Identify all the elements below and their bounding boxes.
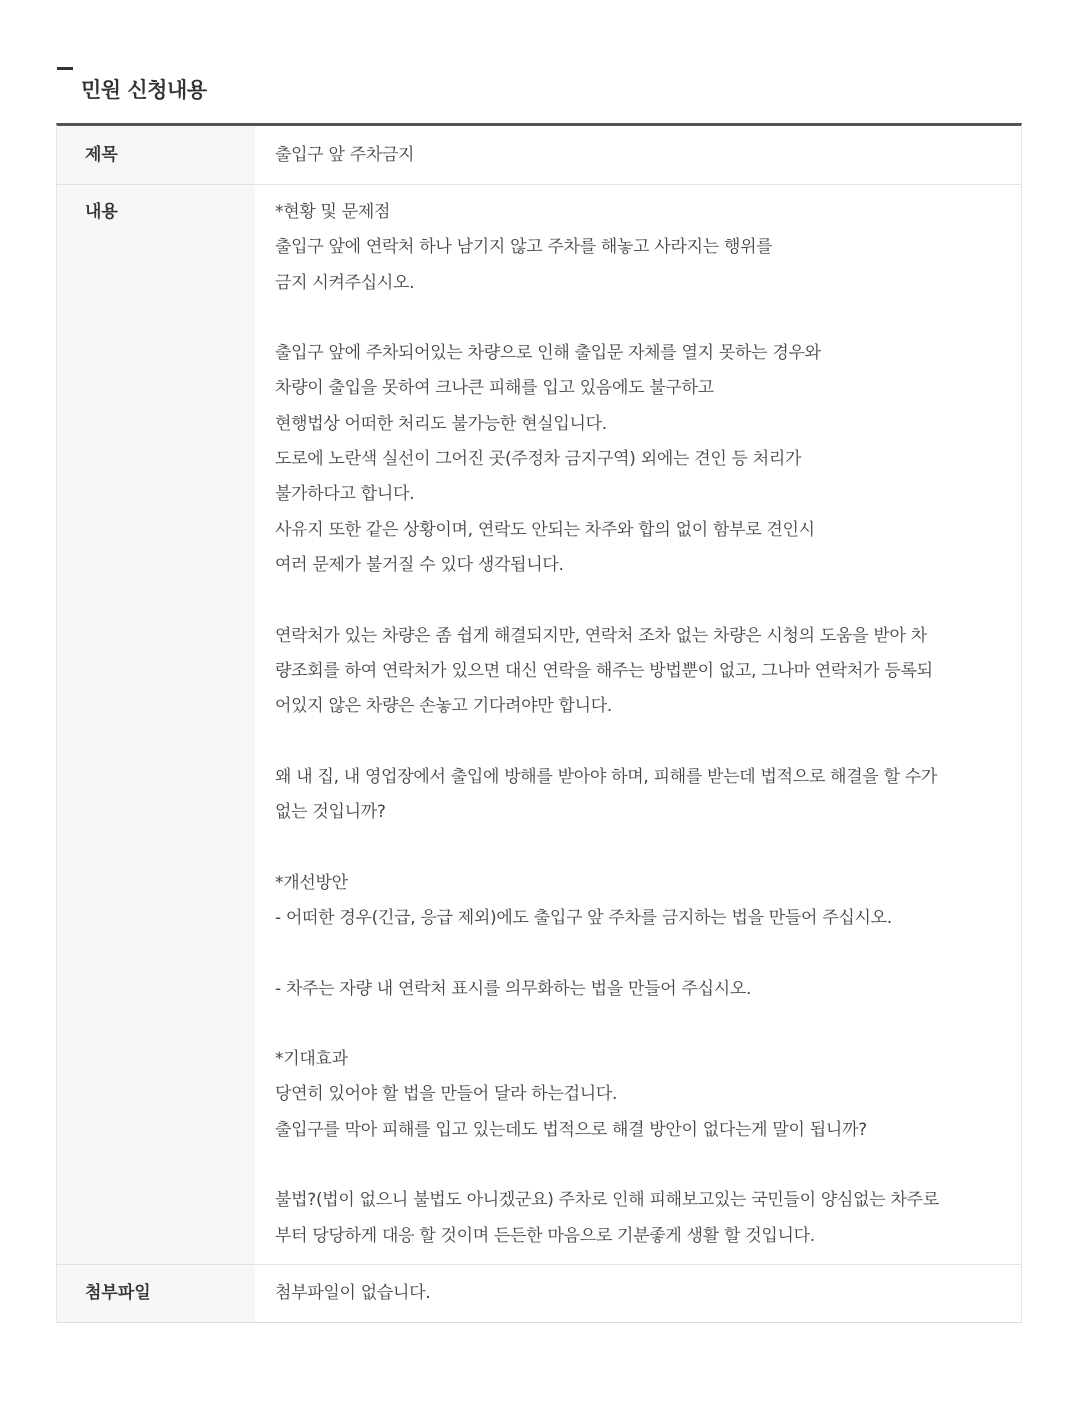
content-line: - 어떠한 경우(긴급, 응급 제외)에도 출입구 앞 주차를 금지하는 법을 만들어 주십시오.: [275, 907, 892, 928]
content-line: 왜 내 집, 내 영업장에서 출입에 방해를 받아야 하며, 피해를 받는데 법적으로 해결을 할 수가: [275, 766, 938, 787]
content-line: 없는 것입니까?: [275, 802, 386, 823]
content-line: 차량이 출입을 못하여 크나큰 피해를 입고 있음에도 불구하고: [275, 378, 714, 399]
content-line: 금지 시켜주십시오.: [275, 272, 415, 293]
content-blank-line: [275, 835, 1001, 870]
content-line: 출입구 앞에 연락처 하나 남기지 않고 주차를 해놓고 사라지는 행위를: [275, 237, 773, 258]
content-body: [255, 185, 1021, 1264]
content-line: 출입구를 막아 피해를 입고 있는데도 법적으로 해결 방안이 없다는게 말이 됩니까?: [275, 1119, 867, 1140]
content-blank-line: [275, 941, 1001, 976]
content-label: 내용: [57, 185, 255, 1264]
content-line: *개선방안: [275, 872, 348, 893]
content-blank-line: [275, 1012, 1001, 1047]
content-line: - 차주는 자량 내 연락처 표시를 의무화하는 법을 만들어 주십시오.: [275, 978, 752, 999]
content-blank-line: [275, 306, 1001, 341]
section-title: 민원 신청내용: [81, 78, 207, 102]
content-blank-line: [275, 729, 1001, 764]
attachment-row: [57, 1265, 1021, 1322]
content-blank-line: [275, 1153, 1001, 1188]
complaint-detail-table: [56, 123, 1022, 1323]
attachment-value: 첨부파일이 없습니다.: [275, 1282, 431, 1303]
content-line: 량조회를 하여 연락처가 있으면 대신 연락을 해주는 방법뿐이 없고, 그나마 연락처가 등록되: [275, 660, 933, 681]
content-line: 출입구 앞에 주차되어있는 차량으로 인해 출입문 자체를 열지 못하는 경우와: [275, 343, 821, 364]
attachment-label: 첨부파일: [57, 1265, 255, 1322]
subject-row: [57, 126, 1021, 185]
content-line: 현행법상 어떠한 처리도 불가능한 현실입니다.: [275, 413, 607, 434]
content-line: 여러 문제가 불거질 수 있다 생각됩니다.: [275, 554, 564, 575]
content-line: 당연히 있어야 할 법을 만들어 달라 하는겁니다.: [275, 1084, 618, 1105]
content-line: 부터 당당하게 대응 할 것이며 든든한 마음으로 기분좋게 생활 할 것입니다.: [275, 1225, 815, 1246]
content-row: [57, 185, 1021, 1265]
content-line: *현황 및 문제점: [275, 202, 391, 222]
title-accent-bar: [57, 67, 73, 70]
content-line: 사유지 또한 같은 상황이며, 연락도 안되는 차주와 합의 없이 함부로 견인시: [275, 519, 815, 540]
subject-label: 제목: [57, 126, 255, 184]
content-line: 불법?(법이 없으니 불법도 아니겠군요) 주차로 인해 피해보고있는 국민들이 양심없는 차주로: [275, 1190, 939, 1211]
content-line: 도로에 노란색 실선이 그어진 곳(주정차 금지구역) 외에는 견인 등 처리가: [275, 449, 802, 470]
content-blank-line: [275, 588, 1001, 623]
content-line: 연락처가 있는 차량은 좀 쉽게 해결되지만, 연락처 조차 없는 차량은 시청의 도움을 받아 차: [275, 625, 927, 646]
content-line: 어있지 않은 차량은 손놓고 기다려야만 합니다.: [275, 696, 612, 717]
content-line: *기대효과: [275, 1049, 348, 1070]
content-line: 불가하다고 합니다.: [275, 484, 415, 505]
subject-value: 출입구 앞 주차금지: [275, 145, 415, 165]
